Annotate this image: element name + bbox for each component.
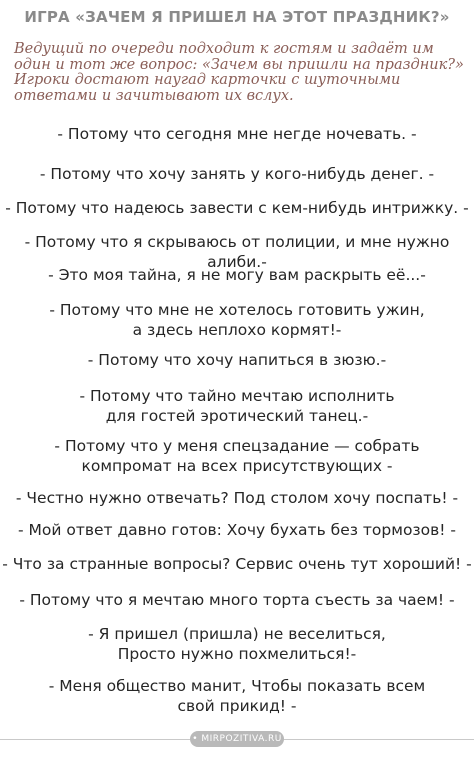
answer-item: - Потому что мне не хотелось готовить ужин, а здесь неплохо кормят!- [49,301,425,339]
answer-item: - Это моя тайна, я не могу вам раскрыть её...- [48,266,426,284]
site-badge: • MIRPOZITIVA.RU • [190,731,284,747]
answer-item: - Потому что я скрываюсь от полиции, и мне нужно алиби.- [24,233,450,271]
answer-item: - Мой ответ давно готов: Хочу бухать без тормозов! - [17,521,457,539]
answer-item: - Потому что хочу напиться в зюзю.- [87,351,387,369]
answer-item: - Потому что надеюсь завести с кем-нибудь интрижку. - [5,199,469,217]
answer-item: - Потому что у меня спецзадание — собрать компромат на всех присутствующих - [54,437,420,475]
answer-item: - Честно нужно отвечать? Под столом хочу поспать! - [15,489,459,507]
answer-item: - Потому что я мечтаю много торта съесть за чаем! - [19,591,455,609]
title-bar [0,0,474,40]
intro-text: Ведущий по очереди подходит к гостям и задаёт им один и тот же вопрос: «Зачем вы пришли на праздник?» Игроки достают наугад карточки с шуточными ответами и зачитывают их вслух. [14,41,464,104]
answer-item: - Потому что тайно мечтаю исполнить для гостей эротический танец.- [79,387,395,425]
answer-item: - Я пришел (пришла) не веселиться, Просто нужно похмелиться!- [88,625,386,663]
page-title: ИГРА «ЗАЧЕМ Я ПРИШЕЛ НА ЭТОТ ПРАЗДНИК?» [24,8,450,26]
answer-item: - Меня общество манит, Чтобы показать всем свой прикид! - [48,677,426,715]
answer-item: - Потому что сегодня мне негде ночевать. - [57,125,417,143]
answer-item: - Потому что хочу занять у кого-нибудь денег. - [39,165,435,183]
answer-item: - Что за странные вопросы? Сервис очень тут хороший! - [2,555,472,573]
